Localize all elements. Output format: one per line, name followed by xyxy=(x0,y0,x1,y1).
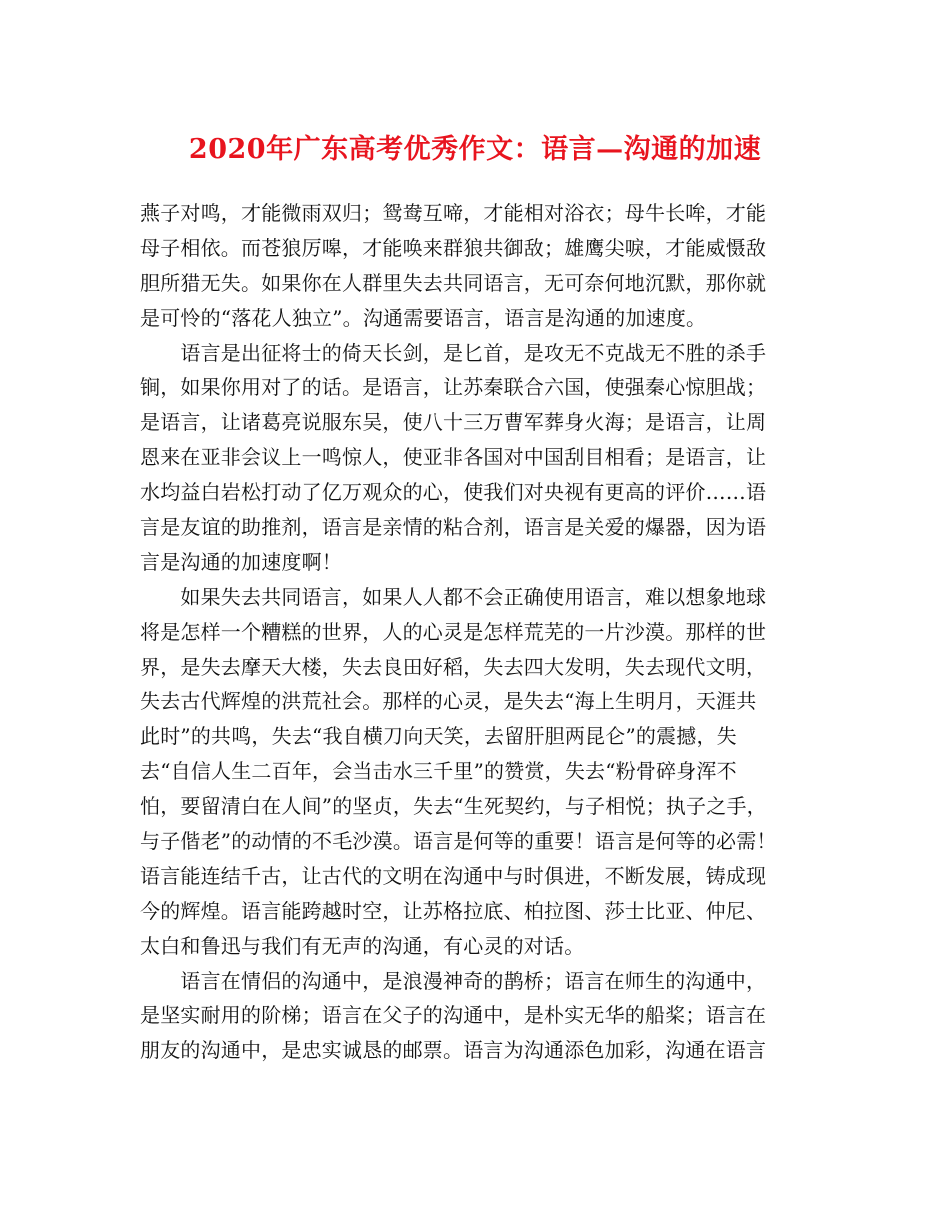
text-line: 胆所猎无失。如果你在人群里失去共同语言，无可奈何地沉默，那你就 xyxy=(140,270,767,295)
text-line: 言是友谊的助推剂，语言是亲情的粘合剂，语言是关爱的爆器，因为语 xyxy=(140,515,767,540)
text-line: 此时”的共鸣，失去“我自横刀向天笑，去留肝胆两昆仑”的震撼，失 xyxy=(140,724,737,749)
text-line: 是语言，让诸葛亮说服东吴，使八十三万曹军葬身火海；是语言，让周 xyxy=(140,410,767,435)
text-line: 是坚实耐用的阶梯；语言在父子的沟通中，是朴实无华的船桨；语言在 xyxy=(140,1003,767,1028)
text-line: 去“自信人生二百年，会当击水三千里”的赞赏，失去“粉骨碎身浑不 xyxy=(140,759,737,784)
text-line: 怕，要留清白在人间”的坚贞，失去“生死契约，与子相悦；执子之手， xyxy=(140,794,767,819)
text-line: 母子相依。而苍狼厉嗥，才能唤来群狼共御敌；雄鹰尖唳，才能威慑敌 xyxy=(140,235,767,260)
text-line: 失去古代辉煌的洪荒社会。那样的心灵，是失去“海上生明月，天涯共 xyxy=(140,689,757,714)
text-line: 今的辉煌。语言能跨越时空，让苏格拉底、柏拉图、莎士比亚、仲尼、 xyxy=(140,898,767,923)
text-line: 与子偕老”的动情的不毛沙漠。语言是何等的重要！语言是何等的必需！ xyxy=(140,829,777,854)
text-line: 朋友的沟通中，是忠实诚恳的邮票。语言为沟通添色加彩，沟通在语言 xyxy=(140,1038,767,1063)
text-line: 语言能连结千古，让古代的文明在沟通中与时俱进，不断发展，铸成现 xyxy=(140,863,767,888)
text-line: 燕子对鸣，才能微雨双归；鸳鸯互啼，才能相对浴衣；母牛长哞，才能 xyxy=(140,201,767,225)
text-line: 太白和鲁迅与我们有无声的沟通，有心灵的对话。 xyxy=(140,933,585,958)
text-line: 界，是失去摩天大楼，失去良田好稻，失去四大发明，失去现代文明， xyxy=(140,654,767,679)
document-title: 2020年广东高考优秀作文：语言—沟通的加速 xyxy=(188,134,762,165)
essay-body xyxy=(140,196,830,1068)
text-line: 语言在情侣的沟通中，是浪漫神奇的鹊桥；语言在师生的沟通中， xyxy=(140,968,767,993)
text-line: 言是沟通的加速度啊！ xyxy=(140,549,342,574)
text-line: 如果失去共同语言，如果人人都不会正确使用语言，难以想象地球 xyxy=(140,584,767,609)
text-line: 锏，如果你用对了的话。是语言，让苏秦联合六国，使强秦心惊胆战； xyxy=(140,375,767,400)
text-line: 是可怜的“落花人独立”。沟通需要语言，语言是沟通的加速度。 xyxy=(140,305,707,330)
text-line: 恩来在亚非会议上一鸣惊人，使亚非各国对中国刮目相看；是语言，让 xyxy=(140,445,767,470)
text-line: 语言是出征将士的倚天长剑，是匕首，是攻无不克战无不胜的杀手 xyxy=(140,340,767,365)
text-line: 水均益白岩松打动了亿万观众的心，使我们对央视有更高的评价……语 xyxy=(140,480,767,505)
text-line: 将是怎样一个糟糕的世界，人的心灵是怎样荒芜的一片沙漠。那样的世 xyxy=(140,619,767,644)
